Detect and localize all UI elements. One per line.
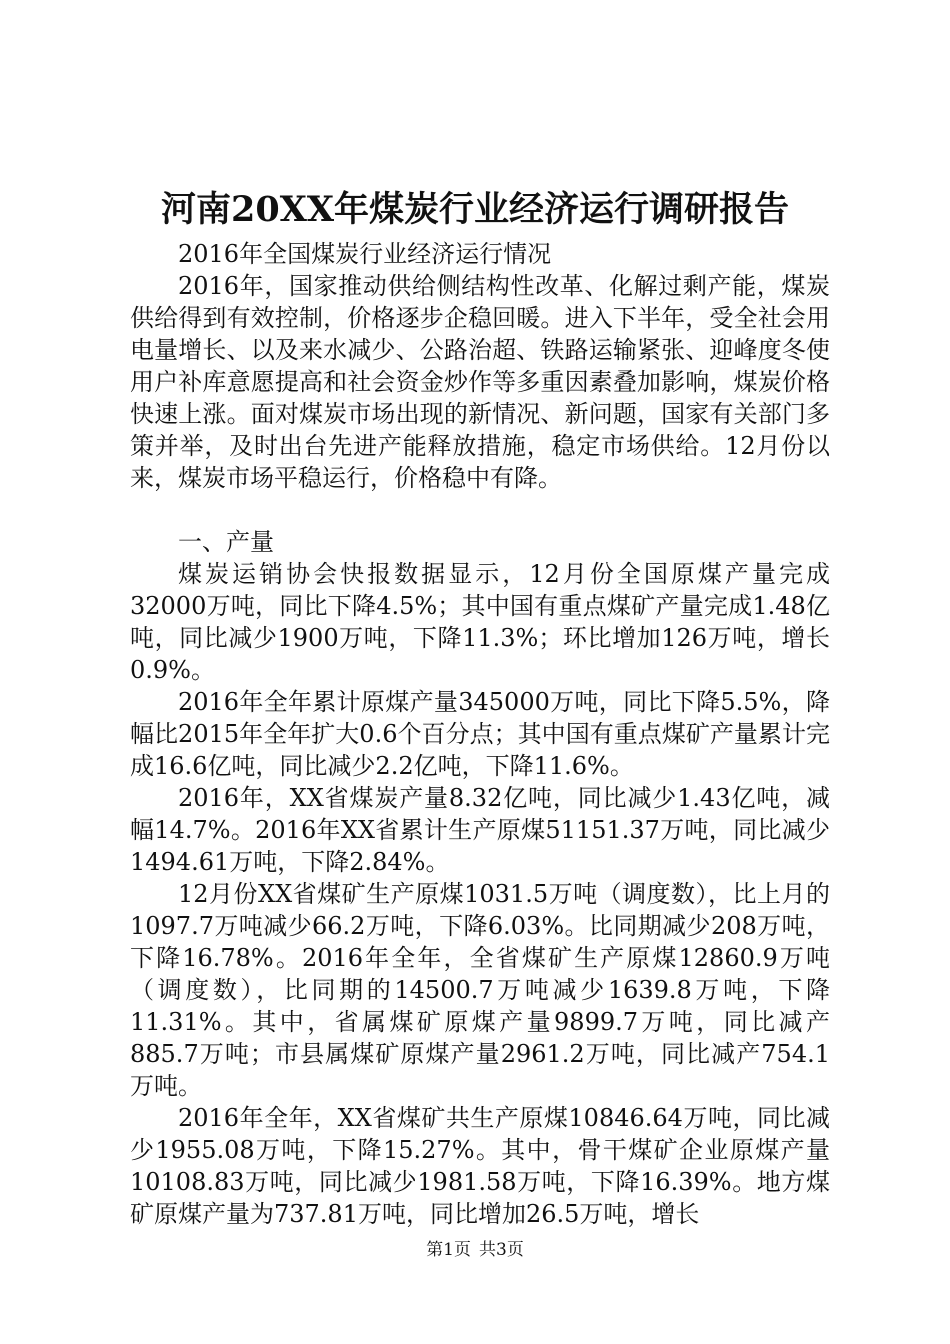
page-footer [0,1238,950,1262]
document-body [130,238,830,1230]
paragraph-national-annual: 2016年全年累计原煤产量345000万吨，同比下降5.5%，降幅比2015年全年扩大0.6个百分点；其中国有重点煤矿产量累计完成16.6亿吨，同比减少2.2亿吨，下降11.6%。 [130,688,830,780]
section-heading-production: 一、产量 [178,528,274,556]
page-total: 共3页 [479,1240,524,1260]
document-title: 河南20XX年煤炭行业经济运行调研报告 [160,189,790,230]
page-number: 第1页 [426,1240,471,1260]
intro-paragraph: 2016年，国家推动供给侧结构性改革、化解过剩产能，煤炭供给得到有效控制，价格逐步企稳回暖。进入下半年，受全社会用电量增长、以及来水减少、公路治超、铁路运输紧张、迎峰度冬使用户补库意愿提高和社会资金炒作等多重因素叠加影响，煤炭价格快速上涨。面对煤炭市场出现的新情况、新问题，国家有关部门多策并举，及时出台先进产能释放措施，稳定市场供给。12月份以来，煤炭市场平稳运行，价格稳中有降。 [130,272,830,492]
paragraph-province-annual: 2016年，XX省煤炭产量8.32亿吨，同比减少1.43亿吨，减幅14.7%。2016年XX省累计生产原煤51151.37万吨，同比减少1494.61万吨，下降2.84%。 [130,784,830,876]
paragraph-spacer [130,494,830,526]
intro-heading: 2016年全国煤炭行业经济运行情况 [178,240,552,268]
paragraph-province-december: 12月份XX省煤矿生产原煤1031.5万吨（调度数），比上月的1097.7万吨减少66.2万吨，下降6.03%。比同期减少208万吨，下降16.78%。2016年全年，全省煤矿生产原煤12860.9万吨（调度数），比同期的14500.7万吨减少1639.8万吨，下降11.31%。其中，省属煤矿原煤产量9899.7万吨，同比减产885.7万吨；市县属煤矿原煤产量2961.2万吨，同比减产754.1万吨。 [130,880,830,1100]
paragraph-national-december: 煤炭运销协会快报数据显示，12月份全国原煤产量完成32000万吨，同比下降4.5%；其中国有重点煤矿产量完成1.48亿吨，同比减少1900万吨，下降11.3%；环比增加126万吨，增长0.9%。 [130,560,830,684]
paragraph-province-enterprises: 2016年全年，XX省煤矿共生产原煤10846.64万吨，同比减少1955.08万吨，下降15.27%。其中，骨干煤矿企业原煤产量10108.83万吨，同比减少1981.58万吨，下降16.39%。地方煤矿原煤产量为737.81万吨，同比增加26.5万吨，增长 [130,1104,830,1228]
